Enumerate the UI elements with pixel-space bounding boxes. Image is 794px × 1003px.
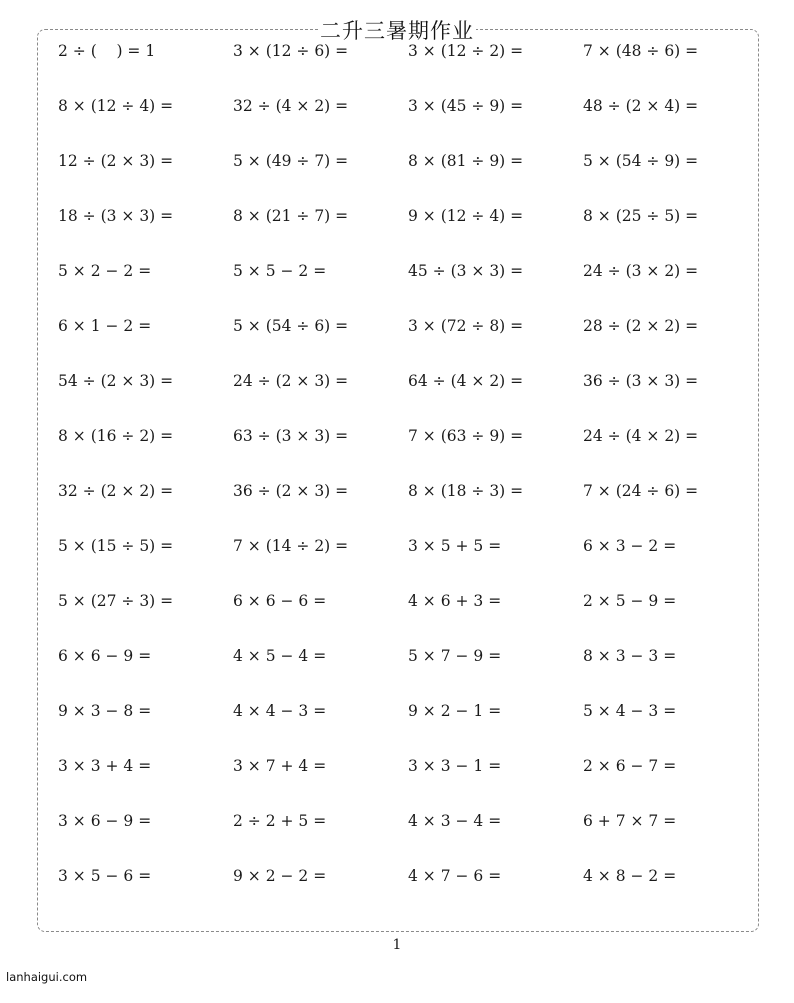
math-problem: 6 × 3 − 2 = xyxy=(583,537,677,555)
problem-row xyxy=(58,700,758,755)
title-text: 二升三暑期作业 xyxy=(320,19,474,43)
math-problem: 54 ÷ (2 × 3) = xyxy=(58,372,174,390)
math-problem: 7 × (24 ÷ 6) = xyxy=(583,482,699,500)
math-problem: 45 ÷ (3 × 3) = xyxy=(408,262,524,280)
problem-row xyxy=(58,755,758,810)
math-problem: 12 ÷ (2 × 3) = xyxy=(58,152,174,170)
math-problem: 6 × 6 − 9 = xyxy=(58,647,152,665)
math-problem: 5 × 7 − 9 = xyxy=(408,647,502,665)
math-problem: 4 × 5 − 4 = xyxy=(233,647,327,665)
math-problem: 9 × (12 ÷ 4) = xyxy=(408,207,524,225)
math-problem: 3 × 3 + 4 = xyxy=(58,757,152,775)
problem-row xyxy=(58,645,758,700)
math-problem: 36 ÷ (2 × 3) = xyxy=(233,482,349,500)
math-problem: 5 × (54 ÷ 9) = xyxy=(583,152,699,170)
problem-grid xyxy=(58,40,758,920)
math-problem: 5 × 2 − 2 = xyxy=(58,262,152,280)
problem-row xyxy=(58,150,758,205)
math-problem: 7 × (14 ÷ 2) = xyxy=(233,537,349,555)
math-problem: 3 × (72 ÷ 8) = xyxy=(408,317,524,335)
problem-row xyxy=(58,315,758,370)
math-problem: 48 ÷ (2 × 4) = xyxy=(583,97,699,115)
math-problem: 8 × (12 ÷ 4) = xyxy=(58,97,174,115)
math-problem: 4 × 6 + 3 = xyxy=(408,592,502,610)
math-problem: 4 × 3 − 4 = xyxy=(408,812,502,830)
math-problem: 5 × (49 ÷ 7) = xyxy=(233,152,349,170)
math-problem: 36 ÷ (3 × 3) = xyxy=(583,372,699,390)
math-problem: 4 × 8 − 2 = xyxy=(583,867,677,885)
math-problem: 6 × 1 − 2 = xyxy=(58,317,152,335)
math-problem: 7 × (48 ÷ 6) = xyxy=(583,42,699,60)
math-problem: 3 × 5 − 6 = xyxy=(58,867,152,885)
math-problem: 8 × (25 ÷ 5) = xyxy=(583,207,699,225)
math-problem: 8 × (21 ÷ 7) = xyxy=(233,207,349,225)
math-problem: 3 × 6 − 9 = xyxy=(58,812,152,830)
problem-row xyxy=(58,865,758,920)
math-problem: 3 × (12 ÷ 6) = xyxy=(233,42,349,60)
math-problem: 6 × 6 − 6 = xyxy=(233,592,327,610)
math-problem: 5 × 4 − 3 = xyxy=(583,702,677,720)
math-problem: 3 × 3 − 1 = xyxy=(408,757,502,775)
math-problem: 8 × (81 ÷ 9) = xyxy=(408,152,524,170)
footer-site-name: lanhaigui.com xyxy=(6,970,88,984)
problem-row xyxy=(58,95,758,150)
math-problem: 5 × (15 ÷ 5) = xyxy=(58,537,174,555)
problem-row xyxy=(58,480,758,535)
problem-row xyxy=(58,535,758,590)
math-problem: 3 × (45 ÷ 9) = xyxy=(408,97,524,115)
math-problem: 32 ÷ (2 × 2) = xyxy=(58,482,174,500)
problem-row xyxy=(58,370,758,425)
problem-row xyxy=(58,590,758,645)
problem-row xyxy=(58,260,758,315)
math-problem: 3 × 5 + 5 = xyxy=(408,537,502,555)
math-problem: 28 ÷ (2 × 2) = xyxy=(583,317,699,335)
math-problem: 8 × (18 ÷ 3) = xyxy=(408,482,524,500)
math-problem: 64 ÷ (4 × 2) = xyxy=(408,372,524,390)
page-number: 1 xyxy=(392,937,402,953)
math-problem: 24 ÷ (4 × 2) = xyxy=(583,427,699,445)
math-problem: 6 + 7 × 7 = xyxy=(583,812,677,830)
math-problem: 5 × (27 ÷ 3) = xyxy=(58,592,174,610)
math-problem: 9 × 2 − 2 = xyxy=(233,867,327,885)
math-problem: 2 × 6 − 7 = xyxy=(583,757,677,775)
math-problem: 18 ÷ (3 × 3) = xyxy=(58,207,174,225)
math-problem: 2 × 5 − 9 = xyxy=(583,592,677,610)
math-problem: 2 ÷ 2 + 5 = xyxy=(233,812,327,830)
math-problem: 63 ÷ (3 × 3) = xyxy=(233,427,349,445)
math-problem: 4 × 7 − 6 = xyxy=(408,867,502,885)
math-problem: 5 × (54 ÷ 6) = xyxy=(233,317,349,335)
problem-row xyxy=(58,425,758,480)
math-problem: 24 ÷ (3 × 2) = xyxy=(583,262,699,280)
problem-row xyxy=(58,810,758,865)
math-problem: 9 × 2 − 1 = xyxy=(408,702,502,720)
math-problem: 8 × (16 ÷ 2) = xyxy=(58,427,174,445)
problem-row xyxy=(58,205,758,260)
math-problem: 8 × 3 − 3 = xyxy=(583,647,677,665)
math-problem: 2 ÷ ( ) = 1 xyxy=(58,42,156,60)
math-problem: 24 ÷ (2 × 3) = xyxy=(233,372,349,390)
math-problem: 5 × 5 − 2 = xyxy=(233,262,327,280)
math-problem: 3 × 7 + 4 = xyxy=(233,757,327,775)
math-problem: 3 × (12 ÷ 2) = xyxy=(408,42,524,60)
math-problem: 4 × 4 − 3 = xyxy=(233,702,327,720)
problem-row xyxy=(58,40,758,95)
math-problem: 7 × (63 ÷ 9) = xyxy=(408,427,524,445)
math-problem: 9 × 3 − 8 = xyxy=(58,702,152,720)
math-problem: 32 ÷ (4 × 2) = xyxy=(233,97,349,115)
